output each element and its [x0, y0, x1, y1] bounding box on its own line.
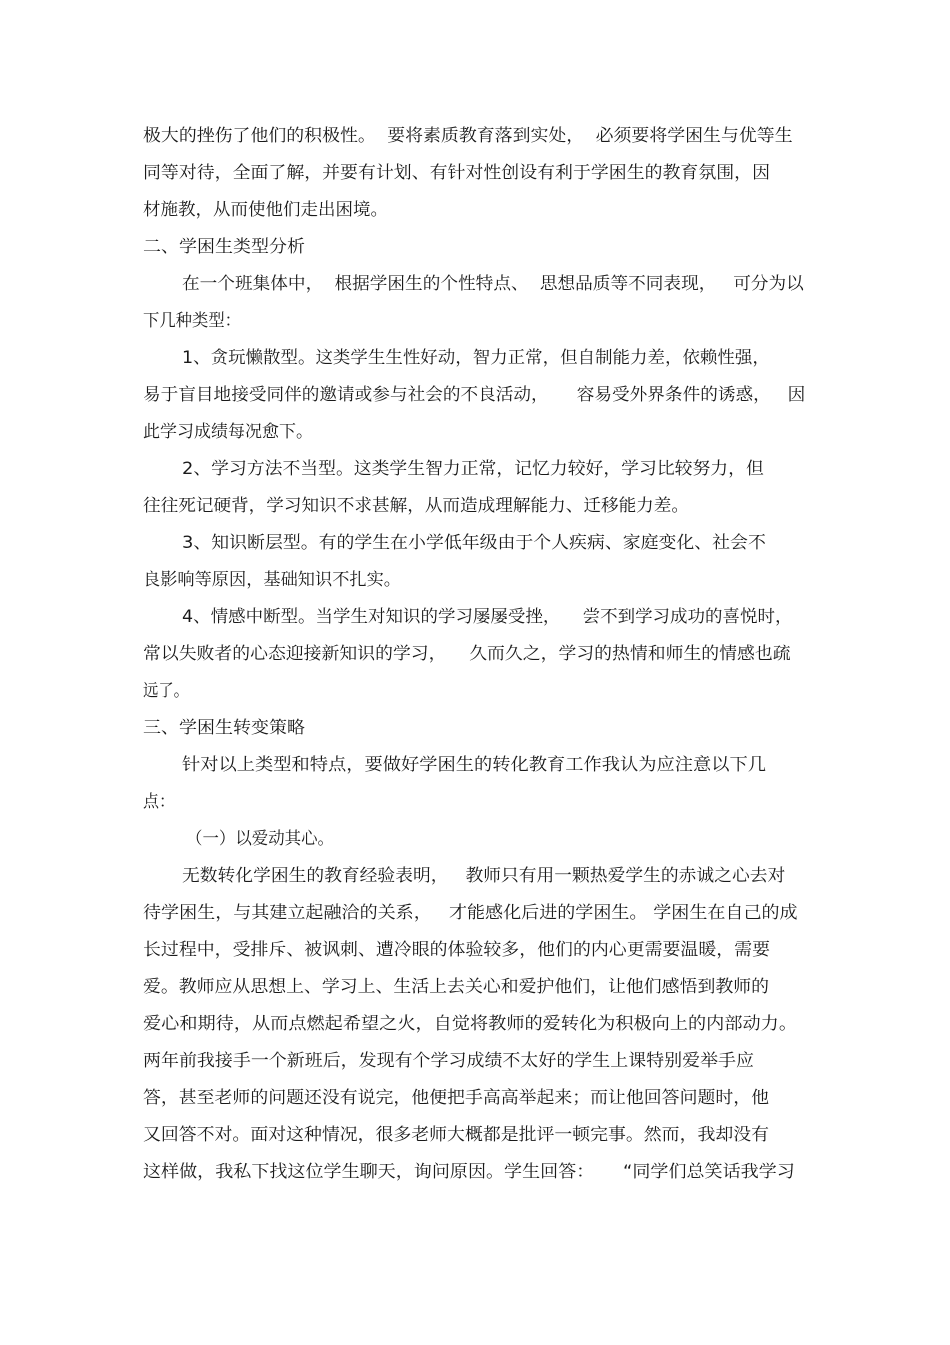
list-item-line: 2、学习方法不当型。这类学生智力正常，记忆力较好，学习比较努力，但 [182, 459, 764, 479]
list-item-line: 3、知识断层型。有的学生在小学低年级由于个人疾病、家庭变化、社会不 [182, 533, 766, 553]
paragraph-line: 又回答不对。面对这种情况，很多老师大概都是批评一顿完事。然而，我却没有 [143, 1125, 769, 1145]
list-item-line: 1、贪玩懒散型。这类学生生性好动，智力正常，但自制能力差，依赖性强， [182, 348, 770, 368]
paragraph-line: 答，甚至老师的问题还没有说完，他便把手高高举起来；而让他回答问题时，他 [143, 1088, 769, 1108]
paragraph-line: 无数转化学困生的教育经验表明， 教师只有用一颗热爱学生的赤诚之心去对 [182, 866, 786, 886]
list-item-line: 常以失败者的心态迎接新知识的学习， 久而久之，学习的热情和师生的情感也疏 [143, 644, 791, 664]
paragraph-line: 极大的挫伤了他们的积极性。 要将素质教育落到实处， 必须要将学困生与优等生 [143, 126, 793, 146]
paragraph-line: 待学困生，与其建立起融洽的关系， 才能感化后进的学困生。 学困生在自己的成 [143, 903, 798, 923]
section-heading: 三、学困生转变策略 [143, 718, 305, 738]
paragraph-line: 爱。教师应从思想上、学习上、生活上去关心和爱护他们，让他们感悟到教师的 [143, 977, 769, 997]
paragraph-line: 同等对待，全面了解，并要有计划、有针对性创设有利于学困生的教育氛围，因 [143, 163, 771, 183]
list-item-line: 良影响等原因，基础知识不扎实。 [143, 570, 402, 590]
paragraph-line: 这样做，我私下找这位学生聊天，询问原因。学生回答： “同学们总笑话我学习 [143, 1162, 795, 1182]
paragraph-line: 点： [143, 792, 176, 812]
paragraph-line: 材施教，从而使他们走出困境。 [143, 200, 388, 220]
subsection-heading: （一）以爱动其心。 [186, 829, 334, 849]
paragraph-line: 针对以上类型和特点，要做好学困生的转化教育工作我认为应注意以下几 [182, 755, 766, 775]
paragraph-line: 下几种类型： [143, 311, 242, 331]
list-item-line: 4、情感中断型。当学生对知识的学习屡屡受挫， 尝不到学习成功的喜悦时， [182, 607, 793, 627]
list-item-line: 此学习成绩每况愈下。 [143, 422, 313, 442]
paragraph-line: 两年前我接手一个新班后，发现有个学习成绩不太好的学生上课特别爱举手应 [143, 1051, 755, 1071]
paragraph-line: 长过程中，受排斥、被讽刺、遭冷眼的体验较多，他们的内心更需要温暖，需要 [143, 940, 771, 960]
list-item-line: 往往死记硬背，学习知识不求甚解，从而造成理解能力、迁移能力差。 [143, 496, 690, 516]
list-item-line: 易于盲目地接受同伴的邀请或参与社会的不良活动， 容易受外界条件的诱惑， 因 [143, 385, 806, 405]
paragraph-line: 爱心和期待，从而点燃起希望之火，自觉将教师的爱转化为积极向上的内部动力。 [143, 1014, 797, 1034]
section-heading: 二、学困生类型分析 [143, 237, 305, 257]
paragraph-line: 在一个班集体中， 根据学困生的个性特点、 思想品质等不同表现， 可分为以 [182, 274, 804, 294]
list-item-line: 远了。 [143, 681, 190, 701]
